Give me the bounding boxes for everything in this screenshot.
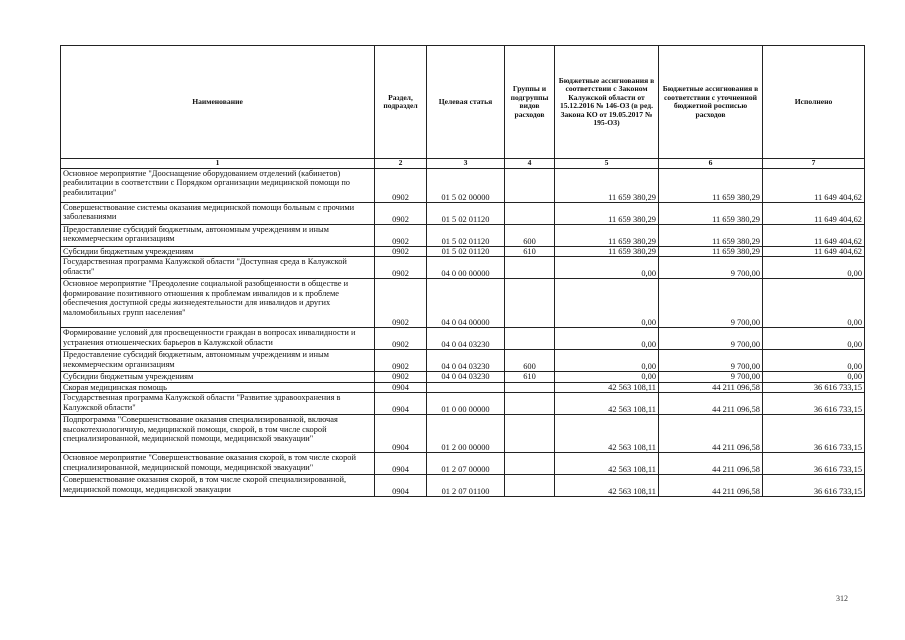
row-target-article: 04 0 04 03230 [427, 328, 505, 350]
row-section: 0902 [375, 169, 427, 203]
row-expense-group [505, 257, 555, 279]
row-executed: 36 616 733,15 [763, 415, 865, 453]
row-name: Основное мероприятие "Дооснащение оборудованием отделений (кабинетов) реабилитации в соответствии с Порядком организации медицинской помощи по реабилитации" [61, 169, 375, 203]
row-section: 0904 [375, 393, 427, 415]
row-expense-group [505, 415, 555, 453]
row-name: Совершенствование оказания скорой, в том числе скорой специализированной, медицинской помощи, медицинской эвакуации [61, 475, 375, 497]
row-executed: 0,00 [763, 328, 865, 350]
table-row [61, 393, 865, 415]
row-expense-group [505, 328, 555, 350]
row-target-article [427, 382, 505, 392]
row-name: Совершенствование системы оказания медицинской помощи больным с прочими заболеваниями [61, 203, 375, 225]
row-law-allocation: 0,00 [555, 350, 659, 372]
row-law-allocation: 11 659 380,29 [555, 225, 659, 247]
row-section: 0904 [375, 415, 427, 453]
row-executed: 11 649 404,62 [763, 247, 865, 257]
row-expense-group [505, 203, 555, 225]
row-budget-allocation: 9 700,00 [659, 350, 763, 372]
header-budget-allocations: Бюджетные ассигнования в соответствии с уточненной бюджетной росписью расходов [659, 46, 763, 159]
row-name: Основное мероприятие "Совершенствование оказания скорой, в том числе скорой специализированной, медицинской помощи, медицинской эвакуации" [61, 453, 375, 475]
row-target-article: 01 5 02 00000 [427, 169, 505, 203]
row-expense-group [505, 382, 555, 392]
row-target-article: 04 0 04 03230 [427, 372, 505, 382]
header-name: Наименование [61, 46, 375, 159]
row-executed: 36 616 733,15 [763, 382, 865, 392]
row-budget-allocation: 44 211 096,58 [659, 393, 763, 415]
row-law-allocation: 42 563 108,11 [555, 415, 659, 453]
row-budget-allocation: 9 700,00 [659, 328, 763, 350]
row-budget-allocation: 11 659 380,29 [659, 203, 763, 225]
table-row [61, 415, 865, 453]
row-expense-group [505, 393, 555, 415]
row-name: Субсидии бюджетным учреждениям [61, 247, 375, 257]
row-section: 0902 [375, 257, 427, 279]
table-row [61, 279, 865, 328]
table-row [61, 453, 865, 475]
row-target-article: 01 0 00 00000 [427, 393, 505, 415]
row-target-article: 04 0 04 03230 [427, 350, 505, 372]
column-number: 6 [659, 159, 763, 169]
table-row [61, 257, 865, 279]
table-row [61, 475, 865, 497]
page-number: 312 [836, 594, 848, 603]
row-law-allocation: 0,00 [555, 372, 659, 382]
row-expense-group: 600 [505, 350, 555, 372]
row-name: Скорая медицинская помощь [61, 382, 375, 392]
row-name: Государственная программа Калужской области "Доступная среда в Калужской области" [61, 257, 375, 279]
row-section: 0904 [375, 382, 427, 392]
row-target-article: 04 0 04 00000 [427, 279, 505, 328]
row-section: 0904 [375, 475, 427, 497]
row-executed: 36 616 733,15 [763, 453, 865, 475]
row-law-allocation: 11 659 380,29 [555, 203, 659, 225]
row-law-allocation: 42 563 108,11 [555, 393, 659, 415]
header-expense-group: Группы и подгруппы видов расходов [505, 46, 555, 159]
column-number: 1 [61, 159, 375, 169]
row-executed: 11 649 404,62 [763, 225, 865, 247]
row-section: 0904 [375, 453, 427, 475]
row-section: 0902 [375, 279, 427, 328]
row-executed: 36 616 733,15 [763, 393, 865, 415]
column-number: 2 [375, 159, 427, 169]
row-name: Предоставление субсидий бюджетным, автономным учреждениям и иным некоммерческим организациям [61, 350, 375, 372]
column-number-row [61, 159, 865, 169]
row-target-article: 01 5 02 01120 [427, 225, 505, 247]
header-executed: Исполнено [763, 46, 865, 159]
row-budget-allocation: 11 659 380,29 [659, 247, 763, 257]
header-row [61, 46, 865, 159]
row-target-article: 04 0 00 00000 [427, 257, 505, 279]
row-budget-allocation: 44 211 096,58 [659, 453, 763, 475]
row-executed: 0,00 [763, 257, 865, 279]
row-budget-allocation: 11 659 380,29 [659, 169, 763, 203]
row-budget-allocation: 44 211 096,58 [659, 382, 763, 392]
row-budget-allocation: 9 700,00 [659, 372, 763, 382]
table-row [61, 169, 865, 203]
table-row [61, 247, 865, 257]
row-expense-group [505, 453, 555, 475]
row-name: Формирование условий для просвещенности граждан в вопросах инвалидности и устранения отношенческих барьеров в Калужской области [61, 328, 375, 350]
row-target-article: 01 2 00 00000 [427, 415, 505, 453]
row-name: Подпрограмма "Совершенствование оказания специализированной, включая высокотехнологичную, медицинской помощи, скорой, в том числе скорой специализированной, медицинской помощи, медицинской эвакуации" [61, 415, 375, 453]
table-row [61, 350, 865, 372]
row-law-allocation: 42 563 108,11 [555, 453, 659, 475]
row-section: 0902 [375, 203, 427, 225]
table-row [61, 328, 865, 350]
column-number: 5 [555, 159, 659, 169]
row-law-allocation: 42 563 108,11 [555, 475, 659, 497]
row-name: Государственная программа Калужской области "Развитие здравоохранения в Калужской области" [61, 393, 375, 415]
row-law-allocation: 0,00 [555, 328, 659, 350]
row-section: 0902 [375, 328, 427, 350]
header-target-article: Целевая статья [427, 46, 505, 159]
header-law-allocations: Бюджетные ассигнования в соответствии с Законом Калужской области от 15.12.2016 № 146-ОЗ (в ред. Закона КО от 19.05.2017 № 195-ОЗ) [555, 46, 659, 159]
row-expense-group: 610 [505, 372, 555, 382]
row-executed: 11 649 404,62 [763, 169, 865, 203]
row-name: Субсидии бюджетным учреждениям [61, 372, 375, 382]
table-row [61, 225, 865, 247]
row-expense-group [505, 475, 555, 497]
table-row [61, 382, 865, 392]
row-executed: 0,00 [763, 350, 865, 372]
row-executed: 0,00 [763, 279, 865, 328]
row-section: 0902 [375, 372, 427, 382]
row-target-article: 01 5 02 01120 [427, 203, 505, 225]
column-number: 4 [505, 159, 555, 169]
column-number: 3 [427, 159, 505, 169]
row-law-allocation: 0,00 [555, 279, 659, 328]
row-target-article: 01 2 07 01100 [427, 475, 505, 497]
row-target-article: 01 5 02 01120 [427, 247, 505, 257]
row-name: Предоставление субсидий бюджетным, автономным учреждениям и иным некоммерческим организациям [61, 225, 375, 247]
row-expense-group [505, 279, 555, 328]
row-law-allocation: 11 659 380,29 [555, 247, 659, 257]
row-target-article: 01 2 07 00000 [427, 453, 505, 475]
column-number: 7 [763, 159, 865, 169]
row-expense-group: 610 [505, 247, 555, 257]
row-law-allocation: 0,00 [555, 257, 659, 279]
row-budget-allocation: 9 700,00 [659, 257, 763, 279]
row-section: 0902 [375, 350, 427, 372]
row-executed: 36 616 733,15 [763, 475, 865, 497]
row-section: 0902 [375, 225, 427, 247]
budget-execution-table [60, 45, 865, 497]
row-name: Основное мероприятие "Преодоление социальной разобщенности в обществе и формирование позитивного отношения к проблемам инвалидов и к проблеме обеспечения доступной среды жизнедеятельности для инвалидов и других маломобильных групп населения" [61, 279, 375, 328]
table-row [61, 203, 865, 225]
row-section: 0902 [375, 247, 427, 257]
row-expense-group [505, 169, 555, 203]
row-executed: 11 649 404,62 [763, 203, 865, 225]
row-budget-allocation: 9 700,00 [659, 279, 763, 328]
header-section: Раздел, подраздел [375, 46, 427, 159]
row-budget-allocation: 11 659 380,29 [659, 225, 763, 247]
row-law-allocation: 42 563 108,11 [555, 382, 659, 392]
row-executed: 0,00 [763, 372, 865, 382]
row-budget-allocation: 44 211 096,58 [659, 415, 763, 453]
table-body [61, 169, 865, 497]
row-budget-allocation: 44 211 096,58 [659, 475, 763, 497]
row-expense-group: 600 [505, 225, 555, 247]
table-row [61, 372, 865, 382]
budget-report-sheet [60, 45, 866, 497]
row-law-allocation: 11 659 380,29 [555, 169, 659, 203]
